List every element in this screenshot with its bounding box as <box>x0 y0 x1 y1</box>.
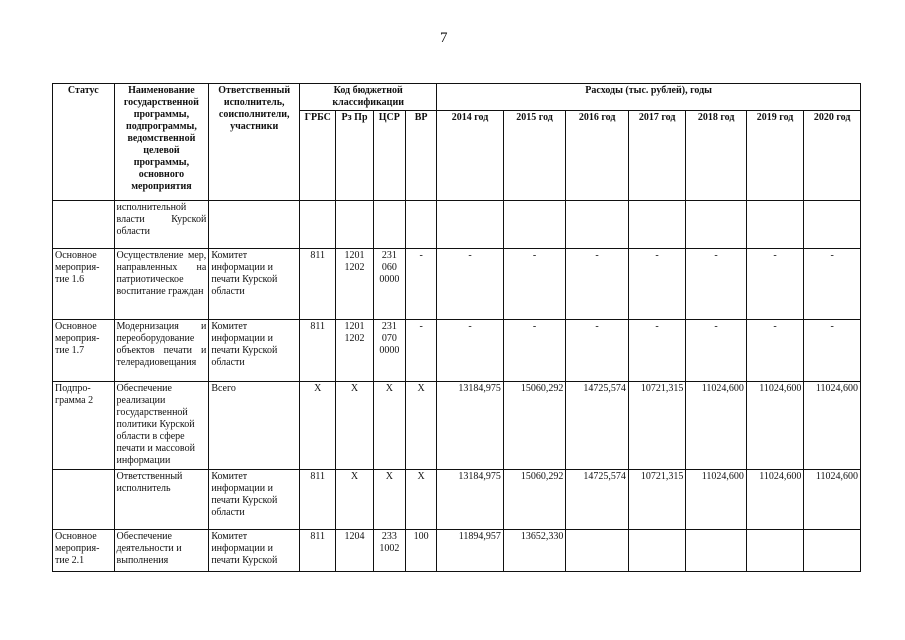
row-status: Основное мероприя-тие 2.1 <box>53 530 115 572</box>
row-name: Модернизация и переоборудование объектов печати и телерадиовещания <box>114 320 209 382</box>
row-vr: X <box>405 470 436 530</box>
row-name: Ответственный исполнитель <box>114 470 209 530</box>
header-year: 2019 год <box>746 111 803 201</box>
header-grbs: ГРБС <box>300 111 336 201</box>
row-rzpr: 1201 1202 <box>336 320 373 382</box>
row-value: 11024,600 <box>686 470 747 530</box>
row-vr <box>405 201 436 249</box>
row-name: исполнительной власти Курской области <box>114 201 209 249</box>
header-csr: ЦСР <box>373 111 405 201</box>
row-value: - <box>804 320 861 382</box>
header-year: 2017 год <box>628 111 685 201</box>
row-value <box>804 530 861 572</box>
row-responsible: Всего <box>209 382 300 470</box>
row-value: 13184,975 <box>437 470 504 530</box>
header-vr: ВР <box>405 111 436 201</box>
row-responsible <box>209 201 300 249</box>
row-csr: X <box>373 382 405 470</box>
row-vr: X <box>405 382 436 470</box>
row-csr: 233 1002 <box>373 530 405 572</box>
row-value: 11024,600 <box>746 470 803 530</box>
row-rzpr: 1204 <box>336 530 373 572</box>
row-value: 11024,600 <box>804 382 861 470</box>
header-expenses: Расходы (тыс. рублей), годы <box>437 84 861 111</box>
row-value <box>566 530 629 572</box>
row-responsible: Комитет информации и печати Курской области <box>209 320 300 382</box>
table-row <box>53 470 861 530</box>
row-status: Подпро-грамма 2 <box>53 382 115 470</box>
row-responsible: Комитет информации и печати Курской области <box>209 249 300 320</box>
row-rzpr <box>336 201 373 249</box>
row-value: - <box>628 249 685 320</box>
row-value: 15060,292 <box>503 382 566 470</box>
table-row <box>53 530 861 572</box>
row-grbs: 811 <box>300 320 336 382</box>
row-value: - <box>566 249 629 320</box>
row-value: 14725,574 <box>566 382 629 470</box>
row-value: 11024,600 <box>804 470 861 530</box>
header-year: 2016 год <box>566 111 629 201</box>
row-value <box>628 530 685 572</box>
row-responsible: Комитет информации и печати Курской области <box>209 470 300 530</box>
row-value <box>628 201 685 249</box>
row-csr <box>373 201 405 249</box>
row-value <box>503 201 566 249</box>
row-name: Обеспечение реализации государственной политики Курской области в сфере печати и массовой информации <box>114 382 209 470</box>
row-grbs: 811 <box>300 249 336 320</box>
row-rzpr: 1201 1202 <box>336 249 373 320</box>
row-value <box>686 201 747 249</box>
table-row <box>53 320 861 382</box>
header-year: 2018 год <box>686 111 747 201</box>
row-status: Основное мероприя-тие 1.6 <box>53 249 115 320</box>
row-value <box>746 530 803 572</box>
header-rzpr: Рз Пр <box>336 111 373 201</box>
page-number: 7 <box>440 30 448 46</box>
table-row <box>53 201 861 249</box>
row-value <box>566 201 629 249</box>
row-rzpr: X <box>336 382 373 470</box>
row-value: 11024,600 <box>686 382 747 470</box>
header-responsible: Ответственный исполнитель, соисполнители, участники <box>209 84 300 201</box>
row-rzpr: X <box>336 470 373 530</box>
row-value: - <box>628 320 685 382</box>
header-year: 2014 год <box>437 111 504 201</box>
row-value: 15060,292 <box>503 470 566 530</box>
row-value <box>437 201 504 249</box>
row-value: - <box>746 320 803 382</box>
row-grbs <box>300 201 336 249</box>
header-name: Наименование государственной программы, подпрограммы, ведомственной целевой программы, основного мероприятия <box>114 84 209 201</box>
row-grbs: 811 <box>300 530 336 572</box>
header-year: 2015 год <box>503 111 566 201</box>
row-value: - <box>686 249 747 320</box>
header-year: 2020 год <box>804 111 861 201</box>
row-value: - <box>746 249 803 320</box>
row-value: - <box>686 320 747 382</box>
row-value: 11024,600 <box>746 382 803 470</box>
row-name: Обеспечение деятельности и выполнения <box>114 530 209 572</box>
row-csr: X <box>373 470 405 530</box>
row-value: 10721,315 <box>628 382 685 470</box>
row-value: 14725,574 <box>566 470 629 530</box>
table-row <box>53 382 861 470</box>
row-value: - <box>437 249 504 320</box>
row-value: 13184,975 <box>437 382 504 470</box>
row-grbs: X <box>300 382 336 470</box>
row-vr: - <box>405 249 436 320</box>
row-value <box>746 201 803 249</box>
row-vr: 100 <box>405 530 436 572</box>
row-value <box>804 201 861 249</box>
row-value: - <box>503 320 566 382</box>
row-status <box>53 201 115 249</box>
row-value: - <box>566 320 629 382</box>
row-status <box>53 470 115 530</box>
row-value: 11894,957 <box>437 530 504 572</box>
header-status: Статус <box>53 84 115 201</box>
row-value: - <box>503 249 566 320</box>
row-name: Осуществление мер, направленных на патриотическое воспитание граждан <box>114 249 209 320</box>
row-grbs: 811 <box>300 470 336 530</box>
row-csr: 231 070 0000 <box>373 320 405 382</box>
table-row <box>53 249 861 320</box>
row-value: - <box>437 320 504 382</box>
budget-table <box>52 83 861 572</box>
header-budget-code: Код бюджетной классификации <box>300 84 437 111</box>
row-value: - <box>804 249 861 320</box>
row-csr: 231 060 0000 <box>373 249 405 320</box>
row-vr: - <box>405 320 436 382</box>
row-status: Основное мероприя-тие 1.7 <box>53 320 115 382</box>
row-responsible: Комитет информации и печати Курской <box>209 530 300 572</box>
row-value: 13652,330 <box>503 530 566 572</box>
row-value: 10721,315 <box>628 470 685 530</box>
row-value <box>686 530 747 572</box>
